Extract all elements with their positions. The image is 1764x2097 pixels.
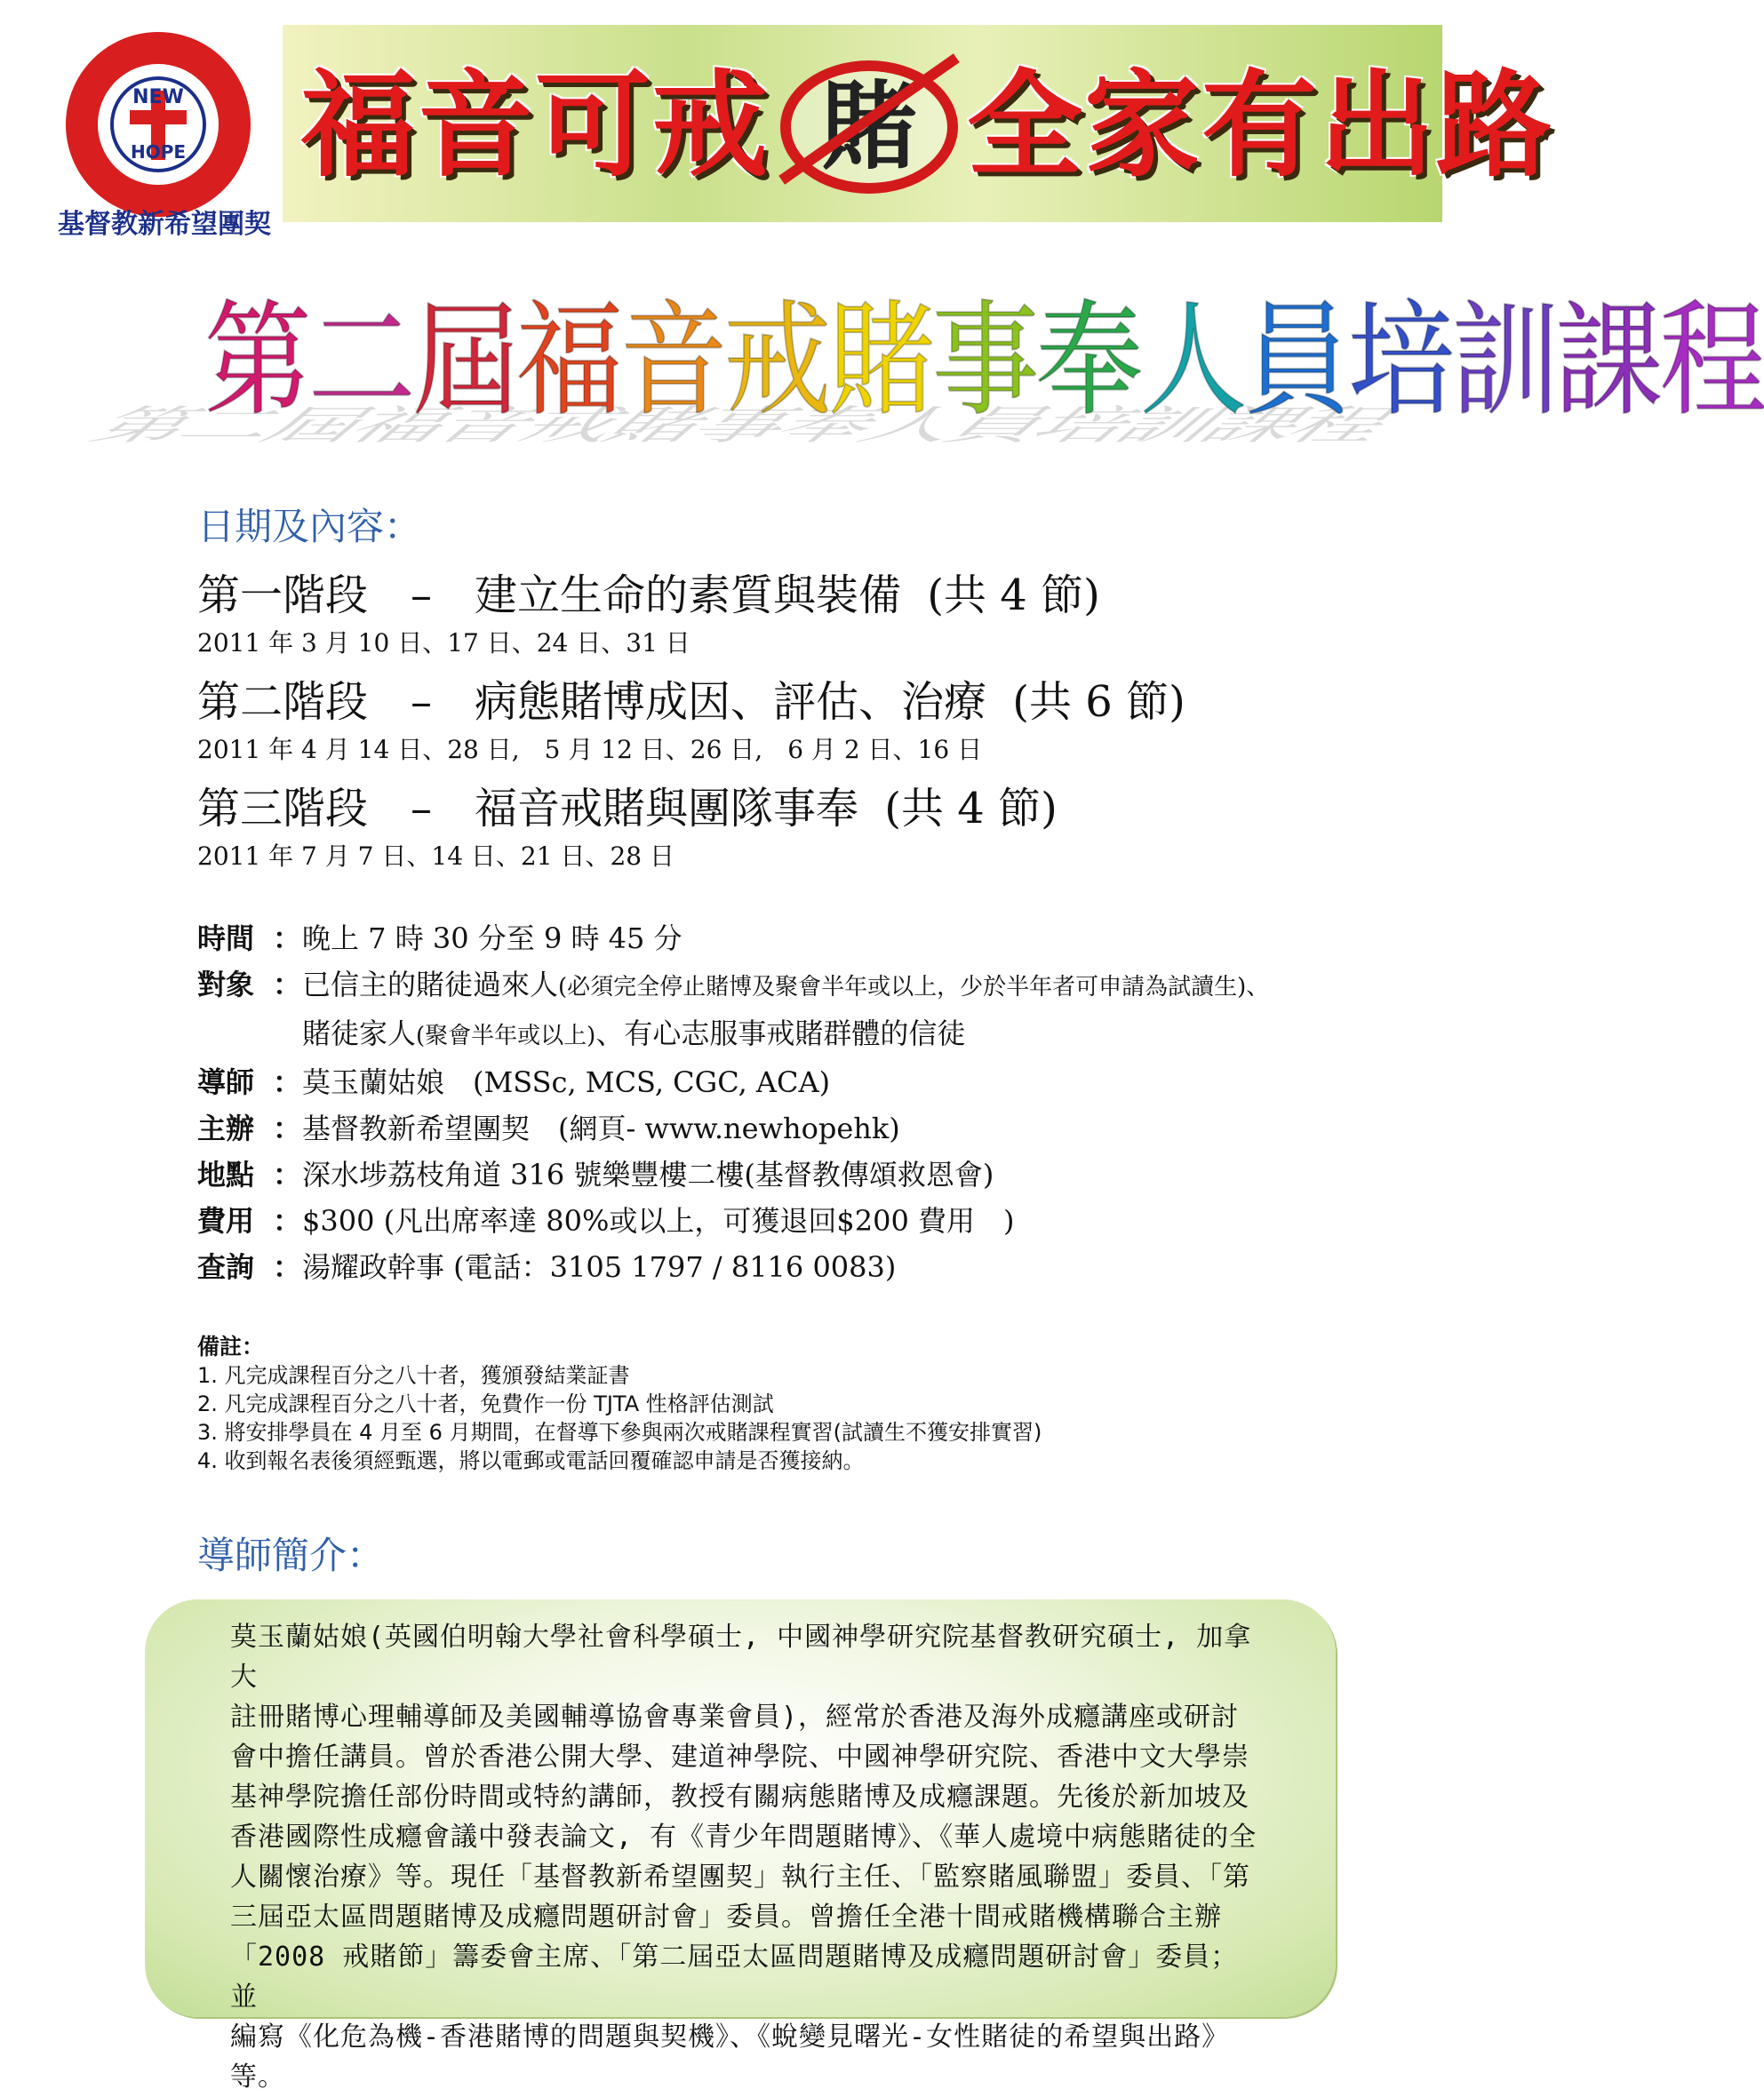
bio-line: 人關懷治療》等。現任「基督教新希望團契」執行主任、「監察賭風聯盟」委員、「第 [230,1862,1250,1893]
title-char: 員 [1243,289,1348,434]
bio-line: 香港國際性成癮會議中發表論文, 有《青少年問題賭博》、《華人處境中病態賭徒的全 [230,1822,1257,1853]
title-char: 人 [1139,289,1244,434]
title-shadow: 第二屆福音戒賭事奉人員培訓課程 [76,401,1412,449]
detail-tutor: 導師 ：莫玉蘭姑娘 (MSSc, MCS, CGC, ACA) [197,1059,1269,1105]
detail-note: (必須完全停止賭博及聚會半年或以上，少於半年者可申請為試讀生)、 [558,974,1270,1001]
logo-org-name: 基督教新希望團契 [58,209,271,240]
detail-label: 對象 [197,968,255,1001]
life-ring-cross-icon [53,36,275,240]
detail-value: 已信主的賭徒過來人 [302,968,559,1001]
stage-count: (共 4 節) [884,784,1058,833]
stage-name: 第一階段 – 建立生命的素質與裝備 [197,570,902,620]
title-char: 奉 [1035,289,1140,434]
bio-line: 編寫《化危為機-香港賭博的問題與契機》、《蛻變見曙光-女性賭徒的希望與出路》等。 [230,2021,1230,2093]
logo-bottom-text: HOPE [130,141,187,163]
schedule-heading: 日期及內容： [197,505,422,548]
title-char: 二 [307,289,412,434]
detail-label: 時間 [197,921,255,955]
title-char: 第 [204,289,308,434]
detail-value: 、有心志服事戒賭群體的信徒 [595,1017,966,1050]
remarks-title: 備註： [197,1334,265,1359]
banner-left-text: 福音可戒 [300,58,770,193]
detail-target-cont [197,1010,1269,1059]
detail-label: 導師 [197,1065,255,1099]
detail-target: 對象 ：已信主的賭徒過來人(必須完全停止賭博及聚會半年或以上，少於半年者可申請為試讀生)、 [197,961,1269,1010]
stage-1-dates: 2011 年 3 月 10 日、17 日、24 日、31 日 [197,628,690,658]
stage-name: 第三階段 – 福音戒賭與團隊事奉 [197,784,859,833]
title-char: 賭 [827,289,932,434]
title-char: 訓 [1451,289,1556,434]
title-char: 屆 [411,289,516,434]
banner-circle-text: 賭 [820,71,917,183]
bio-line: 會中擔任講員。曾於香港公開大學、建道神學院、中國神學研究院、香港中文大學崇 [230,1742,1249,1773]
detail-enquiry: 查詢 ：湯耀政幹事 (電話：3105 1797 / 8116 0083) [197,1244,1269,1290]
stage-3-dates: 2011 年 7 月 7 日、14 日、21 日、28 日 [197,841,674,871]
detail-value: 湯耀政幹事 (電話：3105 1797 / 8116 0083) [302,1250,897,1284]
tutor-intro-heading: 導師簡介： [197,1534,385,1577]
remark-item: 4. 收到報名表後須經甄選，將以電郵或電話回覆確認申請是否獲接納。 [197,1448,865,1473]
detail-value: 莫玉蘭姑娘 (MSSc, MCS, CGC, ACA) [302,1065,831,1099]
bio-line: 莫玉蘭姑娘(英國伯明翰大學社會科學碩士, 中國神學研究院基督教研究碩士, 加拿大 [230,1622,1252,1693]
remark-item: 3. 將安排學員在 4 月至 6 月期間，在督導下參與兩次戒賭課程實習(試讀生不獲安排實習) [197,1420,1042,1445]
banner-right-text: 全家有出路 [967,58,1554,193]
remarks [197,1333,1042,1475]
detail-fee: 費用 ：$300 (凡出席率達 80%或以上，可獲退回$200 費用 ) [197,1198,1269,1244]
stage-3-title [197,782,1058,835]
title-char: 事 [931,289,1036,434]
stage-count: (共 4 節) [927,570,1100,620]
detail-value: 深水埗荔枝角道 316 號樂豐樓二樓(基督教傳頌救恩會) [302,1158,994,1192]
tutor-bio-text [230,1617,1261,2097]
remark-item: 2. 凡完成課程百分之八十者，免費作一份 TJTA 性格評估測試 [197,1391,774,1416]
title-char: 福 [515,289,620,434]
detail-label: 主辦 [197,1112,255,1145]
bio-line: 註冊賭博心理輔導師及美國輔導協會專業會員)，經常於香港及海外成癮講座或研討 [230,1702,1240,1733]
slogan-banner [283,25,1554,222]
title-char: 程 [1659,289,1764,434]
detail-label: 費用 [197,1204,255,1238]
detail-note: (聚會半年或以上) [416,1023,596,1049]
bio-line: 三屆亞太區問題賭博及成癮問題研討會」委員。曾擔任全港十間戒賭機構聯合主辦 [230,1902,1222,1933]
stage-1-title [197,569,1100,622]
detail-value: 晚上 7 時 30 分至 9 時 45 分 [302,921,682,955]
detail-host: 主辦 ：基督教新希望團契 (網頁- www.newhopehk) [197,1105,1269,1152]
detail-value: 賭徒家人 [302,1017,417,1050]
bio-line: 基神學院擔任部份時間或特約講師，教授有關病態賭博及成癮課題。先後於新加坡及 [230,1782,1249,1813]
stage-count: (共 6 節) [1012,677,1185,727]
stage-2-title [197,675,1185,729]
logo-top-text: NEW [132,86,184,108]
detail-time: 時間 ：晚上 7 時 30 分至 9 時 45 分 [197,915,1269,961]
title-char: 課 [1555,289,1660,434]
title-char: 戒 [723,289,828,434]
remark-item: 1. 凡完成課程百分之八十者，獲頒發結業証書 [197,1363,630,1388]
detail-venue: 地點 ：深水埗荔枝角道 316 號樂豐樓二樓(基督教傳頌救恩會) [197,1152,1269,1198]
course-title [76,286,1764,482]
title-char: 音 [619,289,724,434]
stage-2-dates: 2011 年 4 月 14 日、28 日, 5 月 12 日、26 日, 6 月 2 日、16 日 [197,735,983,764]
bio-line: 「2008 戒賭節」籌委會主席、「第二屆亞太區問題賭博及成癮問題研討會」委員；並 [230,1942,1239,2013]
tutor-bio-box [145,1599,1336,2093]
detail-value: $300 (凡出席率達 80%或以上，可獲退回$200 費用 ) [302,1204,1015,1238]
detail-value: 基督教新希望團契 (網頁- www.newhopehk) [302,1112,900,1145]
course-details [197,915,1269,1290]
title-char: 培 [1347,289,1452,434]
stage-name: 第二階段 – 病態賭博成因、評估、治療 [197,677,987,727]
detail-label: 查詢 [197,1250,255,1284]
detail-label: 地點 [197,1158,255,1192]
organization-logo [53,36,275,240]
title-text [204,286,1764,437]
